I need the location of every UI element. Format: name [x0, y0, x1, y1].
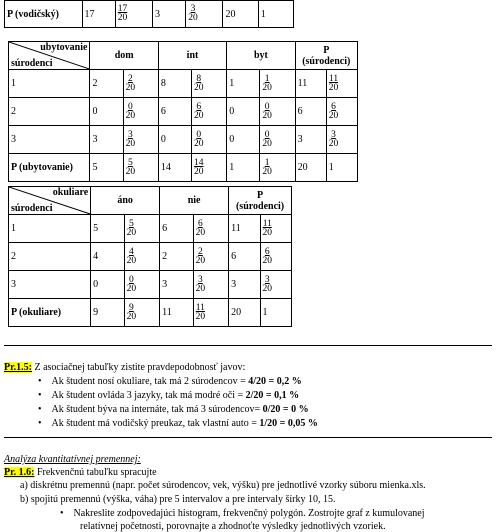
- fraction-cell: $\frac{11}{20}$: [260, 215, 291, 243]
- pr16-item-a: a) diskrétnu premennú (napr. počet súrodencov, vek, výšku) pre jednotlivé vzorky súboru mienka.xls.: [20, 480, 426, 491]
- cell: 5: [91, 215, 124, 243]
- col-header: byt: [227, 42, 295, 70]
- corner-bottom-label: súrodenci: [11, 203, 53, 214]
- table-row: [9, 70, 358, 98]
- cell: 1: [326, 154, 357, 182]
- table-okuliare: [8, 186, 292, 327]
- fraction-cell: $\frac{6}{20}$: [260, 243, 291, 271]
- cell: 0: [227, 126, 260, 154]
- col-header: int: [158, 42, 226, 70]
- corner-header: [9, 187, 91, 215]
- cell: 3: [90, 126, 123, 154]
- fraction-cell: $\frac{5}{20}$: [124, 215, 160, 243]
- cell: 17: [82, 1, 115, 28]
- cell: 3: [295, 126, 326, 154]
- list-item: • Ak študent má vodičský preukaz, tak vlastní auto = 1/20 = 0,05 %: [38, 418, 318, 429]
- cell: 20: [295, 154, 326, 182]
- cell: 14: [158, 154, 191, 182]
- list-item: • Ak študent nosí okuliare, tak má 2 súrodencov = 4/20 = 0,2 %: [38, 376, 302, 387]
- cell: 6: [295, 98, 326, 126]
- fraction-cell: $\frac{2}{20}$: [193, 243, 229, 271]
- cell: 2: [160, 243, 193, 271]
- fraction-cell: $\frac{3}{20}$: [326, 126, 357, 154]
- row-label: 2: [9, 243, 91, 271]
- table-row-total: [9, 154, 358, 182]
- fraction-cell: $\frac{2}{20}$: [123, 70, 158, 98]
- cell: 3: [160, 271, 193, 299]
- fraction-cell: $\frac{3}{20}$: [186, 1, 223, 28]
- col-header: dom: [90, 42, 158, 70]
- table-vodicsky: [4, 0, 294, 28]
- pr16-bullet: • Nakreslite zodpovedajúci histogram, frekvenčný polygón. Zostrojte graf z kumulovanej: [60, 508, 425, 519]
- fraction-cell: $\frac{8}{20}$: [192, 70, 227, 98]
- cell: 5: [90, 154, 123, 182]
- cell: 11: [295, 70, 326, 98]
- col-header: áno: [91, 187, 160, 215]
- fraction-cell: $\frac{3}{20}$: [193, 271, 229, 299]
- fraction-cell: $\frac{9}{20}$: [124, 299, 160, 327]
- cell: 1: [227, 70, 260, 98]
- table-ubytovanie: [8, 41, 358, 182]
- row-label: P (ubytovanie): [9, 154, 90, 182]
- corner-top-label: okuliare: [52, 187, 89, 198]
- cell: 20: [229, 299, 260, 327]
- pr15-tag: Pr.1.5:: [4, 362, 32, 373]
- fraction-cell: $\frac{1}{20}$: [260, 70, 295, 98]
- fraction-cell: $\frac{0}{20}$: [260, 98, 295, 126]
- divider: [4, 345, 492, 346]
- table-row: [9, 271, 292, 299]
- table-row: [9, 126, 358, 154]
- cell: 0: [90, 98, 123, 126]
- cell: 4: [91, 243, 124, 271]
- pr16-bullet-cut: relatívnej početnosti, porovnajte a zhodnoťte výsledky jednotlivých vzoriek.: [80, 521, 386, 532]
- divider: [4, 437, 492, 438]
- corner-bottom-label: súrodenci: [11, 58, 53, 69]
- cell: 1: [227, 154, 260, 182]
- fraction-cell: $\frac{11}{20}$: [326, 70, 357, 98]
- table-row: [9, 98, 358, 126]
- cell: 11: [229, 215, 260, 243]
- fraction-cell: $\frac{4}{20}$: [124, 243, 160, 271]
- cell: 3: [153, 1, 186, 28]
- corner-top-label: ubytovanie: [40, 42, 88, 53]
- row-label: P (vodičský): [5, 1, 83, 28]
- cell: 9: [91, 299, 124, 327]
- cell: 6: [160, 215, 193, 243]
- fraction-cell: $\frac{3}{20}$: [260, 271, 291, 299]
- cell: 6: [158, 98, 191, 126]
- row-label: 2: [9, 98, 90, 126]
- pr16-tag: Pr. 1.6:: [4, 467, 35, 478]
- row-label: 1: [9, 70, 90, 98]
- pr15-heading: [4, 362, 245, 373]
- cell: 8: [158, 70, 191, 98]
- fraction-cell: $\frac{6}{20}$: [193, 215, 229, 243]
- cell: 2: [90, 70, 123, 98]
- fraction-cell: $\frac{17}{20}$: [115, 1, 152, 28]
- fraction-cell: $\frac{3}{20}$: [123, 126, 158, 154]
- fraction-cell: $\frac{14}{20}$: [192, 154, 227, 182]
- pr15-intro: Z asociačnej tabuľky zistite pravdepodobnosť javov:: [31, 362, 246, 373]
- cell: 20: [223, 1, 258, 28]
- col-header: nie: [160, 187, 229, 215]
- list-item: • Ak študent ovláda 3 jazyky, tak má modré oči = 2/20 = 0,1 %: [38, 390, 300, 401]
- corner-header: [9, 42, 90, 70]
- cell: 1: [260, 299, 291, 327]
- table-row-total: [9, 299, 292, 327]
- cell: 0: [227, 98, 260, 126]
- col-header: P (súrodenci): [295, 42, 357, 70]
- fraction-cell: $\frac{0}{20}$: [123, 98, 158, 126]
- fraction-cell: $\frac{6}{20}$: [192, 98, 227, 126]
- pr16-item-b: b) spojitú premennú (výška, váha) pre 5 intervalov a pre intervaly šírky 10, 15.: [20, 494, 336, 505]
- pr16-heading: [4, 467, 157, 478]
- fraction-cell: $\frac{0}{20}$: [192, 126, 227, 154]
- fraction-cell: $\frac{6}{20}$: [326, 98, 357, 126]
- list-item: • Ak študent býva na internáte, tak má 3 súrodencov= 0/20 = 0 %: [38, 404, 309, 415]
- row-label: P (okuliare): [9, 299, 91, 327]
- cell: 0: [91, 271, 124, 299]
- table-row: [9, 243, 292, 271]
- row-label: 3: [9, 271, 91, 299]
- fraction-cell: $\frac{5}{20}$: [123, 154, 158, 182]
- cell: 0: [158, 126, 191, 154]
- fraction-cell: $\frac{1}{20}$: [260, 154, 295, 182]
- row-label: 3: [9, 126, 90, 154]
- fraction-cell: $\frac{11}{20}$: [193, 299, 229, 327]
- section-heading: Analýza kvantitatívnej premennej:: [4, 454, 141, 465]
- cell: 11: [160, 299, 193, 327]
- cell: 3: [229, 271, 260, 299]
- fraction-cell: $\frac{0}{20}$: [124, 271, 160, 299]
- pr16-intro: Frekvenčnú tabuľku spracujte: [34, 467, 157, 478]
- row-label: 1: [9, 215, 91, 243]
- table-row: [9, 215, 292, 243]
- cell: 6: [229, 243, 260, 271]
- col-header: P (súrodenci): [229, 187, 292, 215]
- fraction-cell: $\frac{0}{20}$: [260, 126, 295, 154]
- cell: 1: [258, 1, 293, 28]
